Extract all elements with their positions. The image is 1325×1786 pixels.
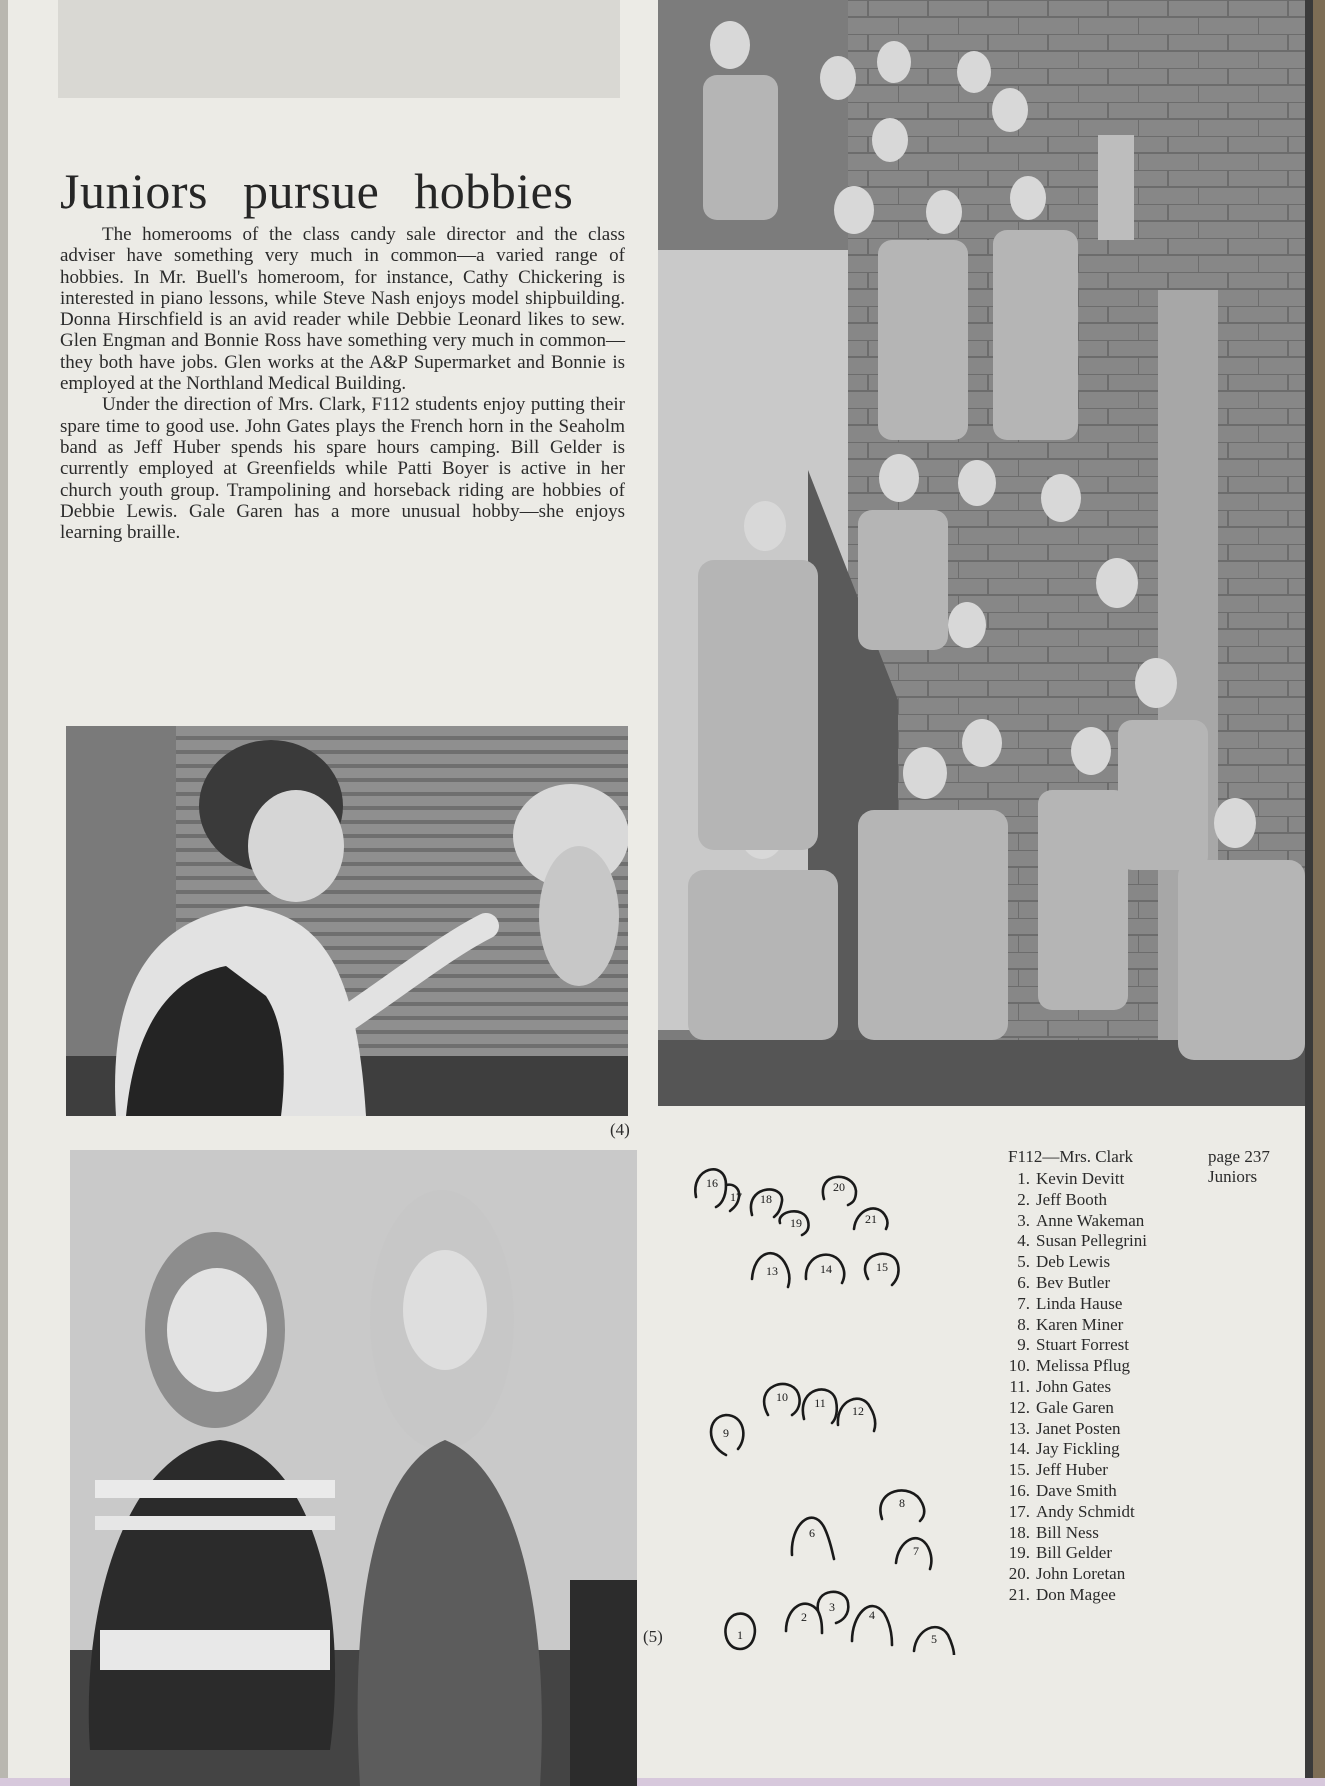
- key-number-15: 15: [876, 1260, 888, 1274]
- key-number-21: 21: [865, 1212, 877, 1226]
- key-head-19: [780, 1211, 809, 1235]
- top-gray-band: [58, 0, 620, 98]
- key-head-13: [752, 1253, 789, 1287]
- key-head-10: [764, 1384, 800, 1415]
- list-item: 3. Anne Wakeman: [1017, 1210, 1145, 1230]
- key-number-18: 18: [760, 1192, 772, 1206]
- key-head-8: [880, 1490, 924, 1521]
- key-head-11: [803, 1389, 837, 1423]
- list-item: 13. Janet Posten: [1008, 1418, 1121, 1438]
- photo-two-students-laughing: [70, 1150, 637, 1786]
- key-number-20: 20: [833, 1180, 845, 1194]
- key-number-9: 9: [723, 1426, 729, 1440]
- list-item: 9. Stuart Forrest: [1017, 1335, 1130, 1355]
- key-head-16: [695, 1169, 726, 1207]
- list-item: 20. John Loretan: [1008, 1564, 1126, 1584]
- page-headline: Juniors pursue hobbies: [60, 162, 574, 219]
- list-item: 14. Jay Fickling: [1008, 1439, 1120, 1459]
- paragraph-homeroom-buell: The homerooms of the class candy sale director and the class adviser have something very much in common—a varied range of hobbies. In Mr. Buell's homeroom, for instance, Cathy Chickering is interested in piano lessons, while Steve Nash enjoys model shipbuilding. Donna Hirschfield is an avid reader while Debbie Leonard likes to sew. Glen Engman and Bonnie Ross have something very much in common—they both have jobs. Glen works at the A&P Supermarket and Bonnie is employed at the Northland Medical Building.: [60, 224, 625, 395]
- list-item: 19. Bill Gelder: [1008, 1543, 1113, 1563]
- key-number-8: 8: [899, 1496, 905, 1510]
- caption-homeroom-title: F112—Mrs. Clark: [1008, 1147, 1133, 1166]
- key-number-14: 14: [820, 1262, 832, 1276]
- key-number-16: 16: [706, 1176, 718, 1190]
- page-outer-edge: [1305, 0, 1325, 1786]
- key-number-17: 17: [730, 1190, 742, 1204]
- key-head-3: [818, 1592, 849, 1623]
- list-item: 5. Deb Lewis: [1017, 1252, 1111, 1272]
- section-label: Juniors: [1208, 1167, 1258, 1186]
- page-folio: [1208, 1147, 1270, 1187]
- list-item: 4. Susan Pellegrini: [1017, 1231, 1147, 1251]
- article-body: [60, 224, 625, 543]
- key-head-4: [852, 1606, 892, 1645]
- key-head-7: [896, 1538, 931, 1569]
- page-number: page 237: [1208, 1147, 1270, 1166]
- key-number-7: 7: [913, 1544, 919, 1558]
- key-number-13: 13: [766, 1264, 778, 1278]
- key-head-14: [806, 1255, 844, 1283]
- list-item: 15. Jeff Huber: [1008, 1460, 1108, 1480]
- key-head-5: [914, 1627, 954, 1655]
- list-item: 21. Don Magee: [1008, 1584, 1116, 1604]
- key-head-17: [726, 1185, 742, 1211]
- key-number-4: 4: [869, 1608, 875, 1622]
- list-item: 6. Bev Butler: [1017, 1272, 1111, 1292]
- key-number-10: 10: [776, 1390, 788, 1404]
- list-item: 17. Andy Schmidt: [1008, 1501, 1135, 1521]
- paragraph-homeroom-clark: Under the direction of Mrs. Clark, F112 students enjoy putting their spare time to good use. John Gates plays the French horn in the Seaholm band as Jeff Huber spends his spare hours camping. Bill Gelder is currently employed at Greenfields while Patti Boyer is active in her church youth group. Trampolining and horseback riding are hobbies of Debbie Lewis. Gale Garen has a more unusual hobby—she enjoys learning braille.: [60, 394, 625, 544]
- key-number-5: 5: [931, 1632, 937, 1646]
- key-head-21: [854, 1208, 888, 1229]
- key-head-18: [751, 1189, 782, 1217]
- list-item: 2. Jeff Booth: [1017, 1189, 1107, 1209]
- photo-hair-styling: [66, 726, 628, 1116]
- key-number-2: 2: [801, 1610, 807, 1624]
- list-item: 8. Karen Miner: [1017, 1314, 1124, 1334]
- page-binding-edge: [0, 0, 8, 1786]
- list-item: 18. Bill Ness: [1008, 1522, 1099, 1542]
- key-number-1: 1: [737, 1628, 743, 1642]
- list-item: 1. Kevin Devitt: [1017, 1169, 1125, 1188]
- key-number-6: 6: [809, 1526, 815, 1540]
- key-head-6: [792, 1518, 834, 1559]
- key-head-12: [838, 1399, 875, 1431]
- group-photo-f112: [658, 0, 1305, 1106]
- caption-name-list: [1008, 1169, 1147, 1606]
- key-head-15: [865, 1254, 898, 1285]
- key-number-19: 19: [790, 1216, 802, 1230]
- list-item: 11. John Gates: [1009, 1376, 1112, 1396]
- photo-credit-4: (4): [610, 1120, 630, 1139]
- key-number-12: 12: [852, 1404, 864, 1418]
- list-item: 10. Melissa Pflug: [1008, 1356, 1130, 1376]
- key-head-20: [823, 1177, 856, 1205]
- key-head-9: [711, 1415, 743, 1455]
- identification-key-diagram: [686, 1155, 986, 1655]
- list-item: 7. Linda Hause: [1017, 1293, 1123, 1313]
- key-number-11: 11: [814, 1396, 826, 1410]
- list-item: 16. Dave Smith: [1008, 1480, 1117, 1500]
- list-item: 12. Gale Garen: [1008, 1397, 1114, 1417]
- key-head-1: [725, 1614, 754, 1649]
- photo-credit-5: (5): [643, 1627, 663, 1646]
- key-number-3: 3: [829, 1600, 835, 1614]
